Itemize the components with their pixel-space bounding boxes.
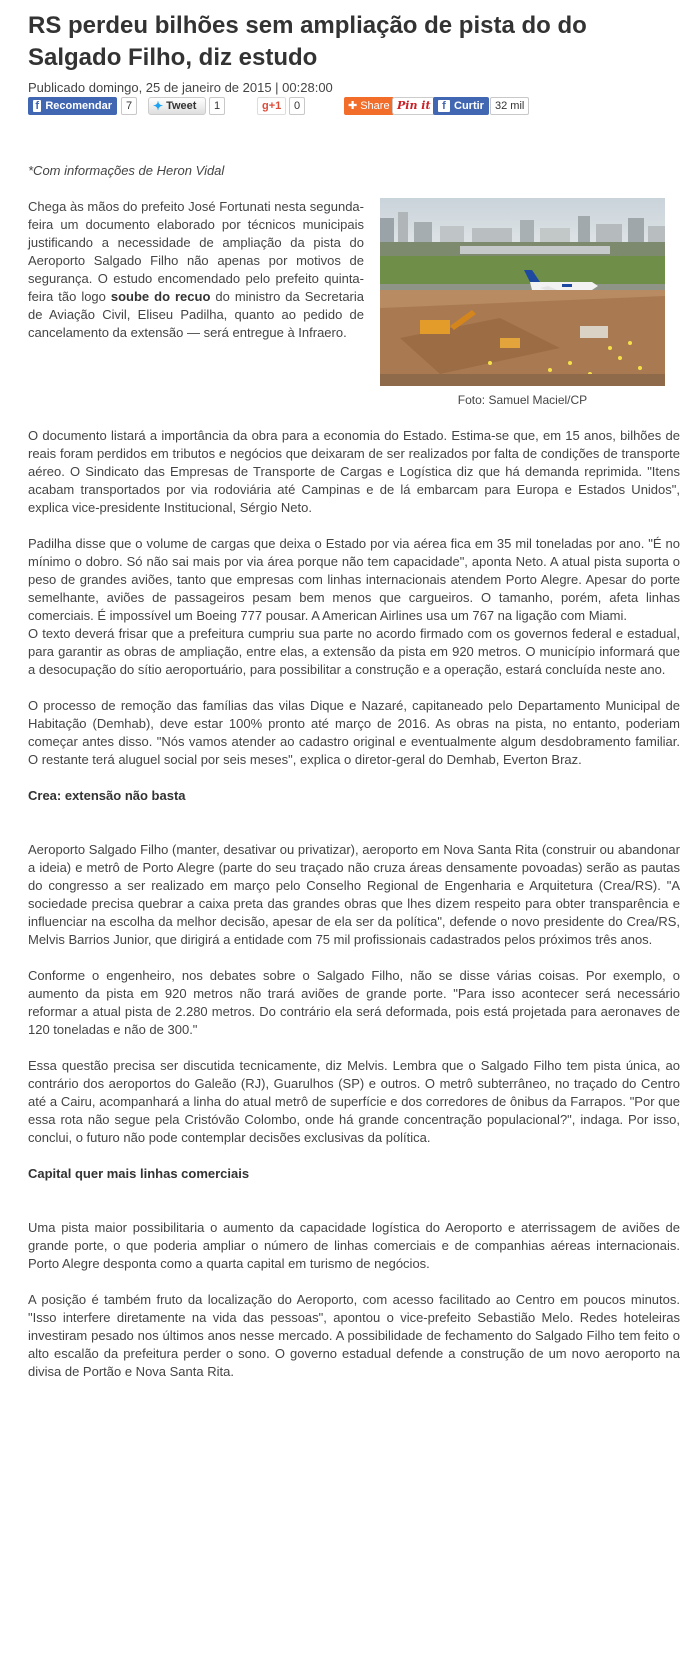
recommend-label: Recomendar	[45, 100, 112, 112]
publish-date: Publicado domingo, 25 de janeiro de 2015 | 00:28:00	[28, 80, 333, 95]
article-page	[28, 10, 680, 1381]
paragraph-8: Essa questão precisa ser discutida tecnicamente, diz Melvis. Lembra que o Salgado Filho tem pista única, ao contrário dos aeroportos do Galeão (RJ), Guarulhos (SP) e outros. O metrô subterrâneo, no traçado do Centro até a Cairu, acompanhará a linha do atual metrô de superfície e dos corredores de ônibus da Farrapos. "Por que essa rota não segue pela Cristóvão Colombo, onde há grande concentração populacional?", indaga. Por isso, conclui, o futuro não pode contemplar decisões exclusivas da política.	[28, 1058, 680, 1145]
paragraph-3: Padilha disse que o volume de cargas que deixa o Estado por via aérea fica em 35 mil toneladas por ano. "É no mínimo o dobro. Só não sai mais por via área porque não tem capacidade", aponta Neto. A atual pista suporta o peso de grandes aviões, tanto que empresas com linhas internacionais atendem Porto Alegre. Apesar do porte semelhante, aviões de passageiros pesam bem menos que cargueiros. O tamanho, porém, afeta linhas comerciais. É impossível um Boeing 777 pousar. A American Airlines usa um 767 na ligação com Miami.	[28, 536, 680, 623]
airport-photo-image	[380, 198, 665, 386]
recommend-count: 7	[121, 97, 137, 115]
share-label: Share	[360, 100, 390, 112]
paragraph-6: Aeroporto Salgado Filho (manter, desativar ou privatizar), aeroporto em Nova Santa Rita (construir ou abandonar a ideia) e metrô de Porto Alegre (parte do seu traçado não cruza áreas densamente povoadas) serão as pautas do congresso a ser realizado em março pelo Conselho Regional de Engenharia e Arquitetura (Crea/RS). "A sociedade precisa quebrar a caixa preta das grandes obras que lhes dizem respeito para obter transparência e influenciar na escolha da melhor decisão, apesar de ela ser da política", defende o novo presidente do Crea/RS, Melvis Barrios Junior, que dirigirá a entidade com 75 mil profissionais cadastrados pelos próximos três anos.	[28, 842, 680, 947]
section-heading-crea: Crea: extensão não basta	[28, 788, 186, 803]
paragraph-2: O documento listará a importância da obra para a economia do Estado. Estima-se que, em 15 anos, bilhões de reais foram perdidos em tributos e negócios que deixaram de ser realizados por falta de condições de transporte aéreo. O Sindicato das Empresas de Transporte de Cargas e Logística diz que há demanda reprimida. "Itens acabam transportados por via rodoviária até Campinas e de lá embarcam para Europa e Estados Unidos", explica vice-presidente Institucional, Sérgio Neto.	[28, 428, 680, 515]
paragraph-9: Uma pista maior possibilitaria o aumento da capacidade logística do Aeroporto e aterrissagem de aviões de grande porte, o que poderia ampliar o número de linhas comerciais e de companhias aéreas internacionais. Porto Alegre desponta como a quarta capital em turismo de negócios.	[28, 1220, 680, 1271]
facebook-recommend-button[interactable]	[28, 97, 117, 115]
twitter-bird-icon: ✦	[153, 99, 164, 113]
like-label: Curtir	[454, 100, 484, 112]
article-photo-figure	[380, 198, 680, 409]
facebook-like-button[interactable]	[433, 97, 489, 115]
gplus-button[interactable]: g+1	[257, 97, 286, 115]
share-button[interactable]	[344, 97, 394, 115]
article-title: RS perdeu bilhões sem ampliação de pista do do Salgado Filho, diz estudo	[28, 12, 587, 71]
facebook-like-icon: f	[438, 100, 450, 112]
gplus-count: 0	[289, 97, 305, 115]
tweet-label: Tweet	[166, 100, 197, 112]
paragraph-1-text-cont: do ministro da Secretaria de Aviação Civil, Eliseu Padilha, quanto ao pedido de cancelamento da extensão — será entregue à Infraero.	[28, 289, 364, 340]
paragraph-5: O processo de remoção das famílias das vilas Dique e Nazaré, capitaneado pelo Departamento Municipal de Habitação (Demhab), deve estar 100% pronto até março de 2016. As obras na pista, no entanto, poderiam começar antes disso. "Nós vamos atender ao cadastro original e eventualmente algum desdobramento familiar. O restante terá aluguel social por seis meses", explica o diretor-geral do Demhab, Everton Braz.	[28, 698, 680, 767]
paragraph-7: Conforme o engenheiro, nos debates sobre o Salgado Filho, não se disse várias coisas. Por exemplo, o aumento da pista em 920 metros não trará aviões de grande porte. "Para isso acontecer será necessário reformar a atual pista de 2.280 metros. Do contrário ela será deformada, pois está projetada para aeronaves de 120 toneladas e não de 300."	[28, 968, 680, 1037]
tweet-count: 1	[209, 97, 225, 115]
paragraph-1-text: Chega às mãos do prefeito José Fortunati nesta segunda-feira um documento elaborado por técnicos municipais justificando a necessidade de ampliação da pista do Aeroporto Salgado Filho não apenas por motivos de segurança. O estudo encomendado pelo prefeito quinta-feira tão logo	[28, 199, 364, 304]
paragraph-1-link[interactable]: soube do recuo	[110, 289, 211, 304]
pinterest-button[interactable]: Pin it	[392, 97, 436, 115]
article-body	[28, 198, 680, 1381]
airport-photo	[380, 198, 665, 386]
article-credit: *Com informações de Heron Vidal	[28, 163, 225, 178]
plus-share-icon: ✚	[348, 100, 358, 112]
paragraph-4: O texto deverá frisar que a prefeitura cumpriu sua parte no acordo firmado com os governos federal e estadual, para garantir as obras de ampliação, entre elas, a extensão da pista em 920 metros. O município informará que a desocupação do sítio aeroportuário, para possibilitar a construção e a operação, estará concluída neste ano.	[28, 626, 680, 677]
section-heading-capital: Capital quer mais linhas comerciais	[28, 1166, 250, 1181]
like-count: 32 mil	[490, 97, 529, 115]
tweet-button[interactable]	[148, 97, 206, 115]
share-bar	[28, 97, 680, 119]
facebook-icon: f	[33, 100, 41, 112]
photo-caption: Foto: Samuel Maciel/CP	[457, 393, 588, 407]
paragraph-10: A posição é também fruto da localização do Aeroporto, com acesso facilitado ao Centro em poucos minutos. "Isso interfere diretamente na vida das pessoas", apontou o vice-prefeito Sebastião Melo. Redes hoteleiras investiram pesado nos últimos anos nesse mercado. A possibilidade de fechamento do Salgado Filho tem feito o alto escalão da prefeitura perder o sono. O governo estadual defende a construção de um novo aeroporto na divisa de Portão e Nova Santa Rita.	[28, 1292, 680, 1379]
